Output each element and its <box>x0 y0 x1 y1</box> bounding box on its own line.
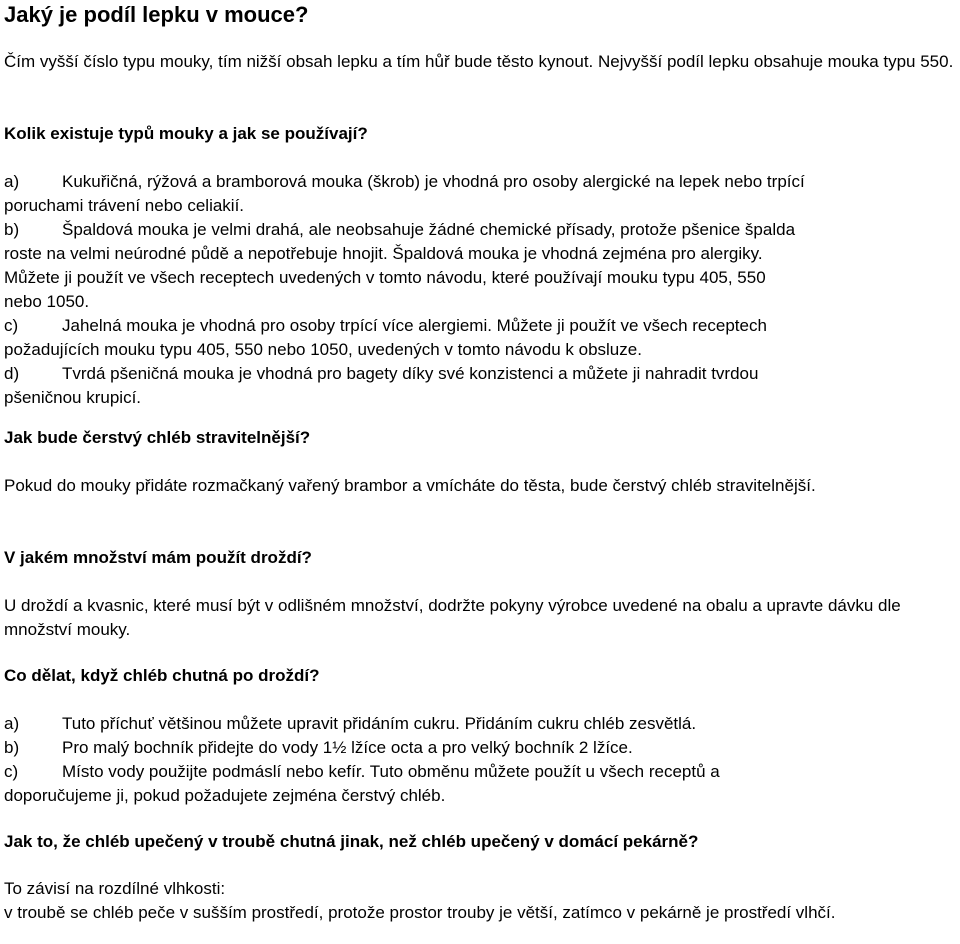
flour-types-list <box>4 170 958 410</box>
list-item-text: Kukuřičná, rýžová a bramborová mouka (škrob) je vhodná pro osoby alergické na lepek nebo trpící <box>62 172 805 191</box>
list-item-label: b) <box>4 220 20 239</box>
list-item-text: Tuto příchuť většinou můžete upravit přidáním cukru. Přidáním cukru chléb zesvětlá. <box>62 714 697 733</box>
list-item-label: a) <box>4 714 20 733</box>
list-item-continuation: nebo 1050. <box>4 292 90 311</box>
yeast-taste-tips-list <box>4 712 958 808</box>
heading-oven-vs-breadmaker: Jak to, že chléb upečený v troubě chutná jinak, než chléb upečený v domácí pekárně? <box>4 832 699 851</box>
list-item-label: a) <box>4 172 20 191</box>
list-item-continuation: doporučujeme ji, pokud požadujete zejména čerstvý chléb. <box>4 786 446 805</box>
list-item-text: Tvrdá pšeničná mouka je vhodná pro bagety díky své konzistenci a můžete ji nahradit tvrdou <box>62 364 759 383</box>
list-item <box>4 362 958 386</box>
list-item <box>4 760 958 784</box>
list-item-continuation: Můžete ji použít ve všech receptech uvedených v tomto návodu, které používají mouku typu 405, 550 <box>4 268 766 287</box>
list-item <box>4 736 958 760</box>
list-item-continuation: roste na velmi neúrodné půdě a nepotřebuje hnojit. Špaldová mouka je vhodná zejména pro alergiky. <box>4 244 763 263</box>
list-item-text: Místo vody použijte podmáslí nebo kefír. Tuto obměnu můžete použít u všech receptů a <box>62 762 720 781</box>
heading-yeast-taste: Co dělat, když chléb chutná po droždí? <box>4 666 320 685</box>
list-item <box>4 314 958 338</box>
list-item-text: Jahelná mouka je vhodná pro osoby trpící více alergiemi. Můžete ji použít ve všech receptech <box>62 316 767 335</box>
heading-flour-types: Kolik existuje typů mouky a jak se používají? <box>4 124 368 143</box>
list-item <box>4 170 958 194</box>
paragraph-gluten-content: Čím vyšší číslo typu mouky, tím nižší obsah lepku a tím hůř bude těsto kynout. Nejvyšší podíl lepku obsahuje mouka typu 550. <box>4 52 954 71</box>
list-item <box>4 218 958 242</box>
paragraph-oven-vs-breadmaker <box>4 877 958 925</box>
list-item <box>4 712 958 736</box>
list-item-label: c) <box>4 762 19 781</box>
list-item-continuation: požadujících mouku typu 405, 550 nebo 1050, uvedených v tomto návodu k obsluze. <box>4 340 642 359</box>
list-item-label: d) <box>4 364 20 383</box>
page-title: Jaký je podíl lepku v mouce? <box>4 2 309 27</box>
paragraph-digestible-bread: Pokud do mouky přidáte rozmačkaný vařený brambor a vmícháte do těsta, bude čerstvý chléb stravitelnější. <box>4 476 816 495</box>
paragraph-body: v troubě se chléb peče v sušším prostředí, protože prostor trouby je větší, zatímco v pekárně je prostředí vlhčí. <box>4 903 836 922</box>
heading-digestible-bread: Jak bude čerstvý chléb stravitelnější? <box>4 428 311 447</box>
list-item-continuation: pšeničnou krupicí. <box>4 388 142 407</box>
list-item-label: b) <box>4 738 20 757</box>
paragraph-yeast-amount: U droždí a kvasnic, které musí být v odlišném množství, dodržte pokyny výrobce uvedené na obalu a upravte dávku dle množství mouky. <box>4 596 901 639</box>
list-item-continuation: poruchami trávení nebo celiakií. <box>4 196 245 215</box>
list-item-text: Špaldová mouka je velmi drahá, ale neobsahuje žádné chemické přísady, protože pšenice špalda <box>62 220 796 239</box>
list-item-text: Pro malý bochník přidejte do vody 1½ lžíce octa a pro velký bochník 2 lžíce. <box>62 738 633 757</box>
heading-yeast-amount: V jakém množství mám použít droždí? <box>4 548 312 567</box>
paragraph-intro: To závisí na rozdílné vlhkosti: <box>4 879 226 898</box>
list-item-label: c) <box>4 316 19 335</box>
